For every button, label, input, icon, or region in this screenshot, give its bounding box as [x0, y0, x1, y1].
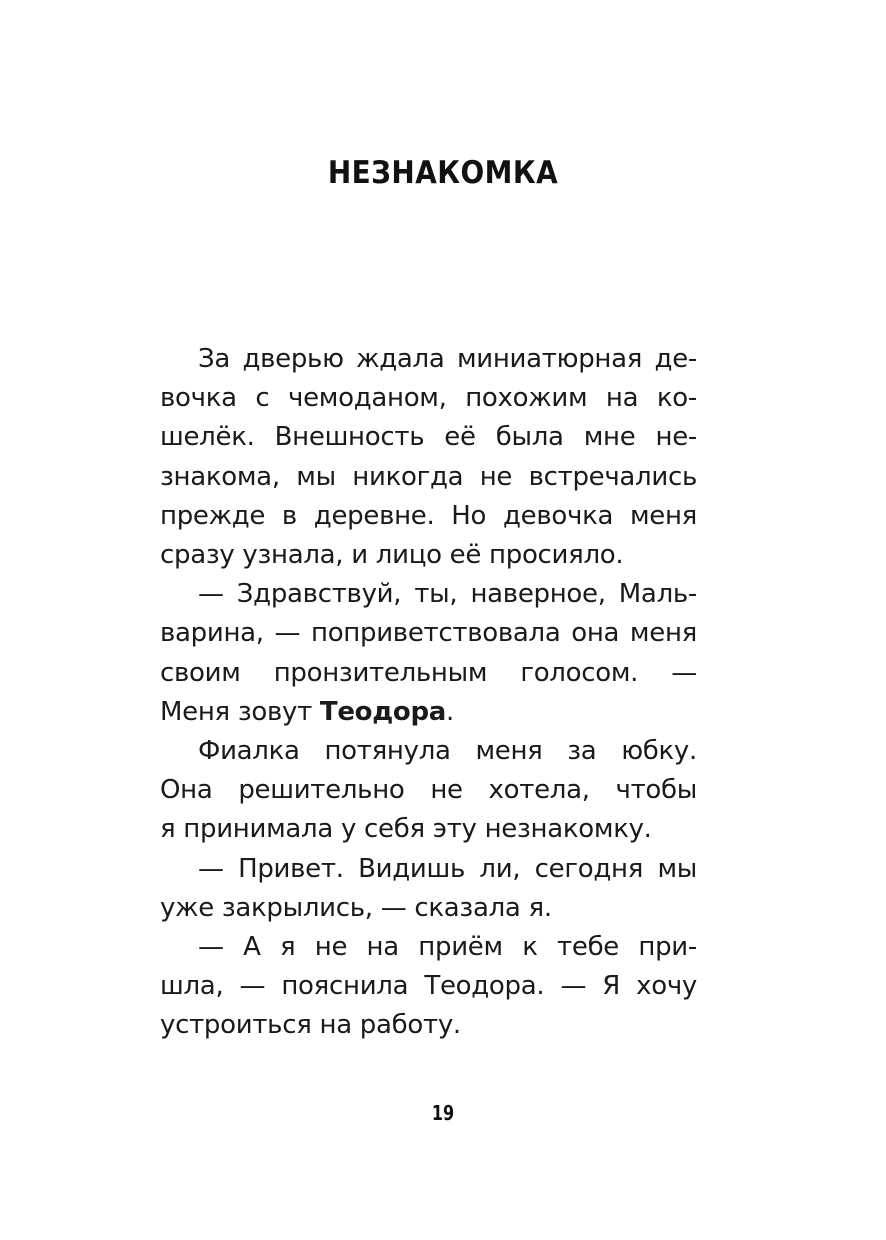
- text-line: шла, — пояснила Теодора. — Я хочу: [160, 971, 697, 1002]
- text-line: — А я не на приём к тебе при-: [198, 932, 697, 963]
- text-fragment: Меня зовут: [160, 696, 320, 727]
- paragraph-4: [160, 850, 697, 928]
- paragraph-3: [160, 732, 697, 850]
- text-line: шелёк. Внешность её была мне не-: [160, 422, 697, 453]
- text-line: устроиться на работу.: [160, 1010, 461, 1041]
- text-line: уже закрылись, — сказала я.: [160, 892, 552, 923]
- text-fragment: .: [446, 696, 455, 727]
- text-line: знакома, мы никогда не встречались: [160, 461, 697, 492]
- text-line: — Привет. Видишь ли, сегодня мы: [198, 853, 697, 884]
- text-line: Фиалка потянула меня за юбку.: [198, 736, 697, 767]
- text-line: Она решительно не хотела, чтобы: [160, 775, 697, 806]
- text-line: сразу узнала, и лицо её просияло.: [160, 540, 624, 571]
- character-name: Теодора: [319, 696, 447, 727]
- text-line: своим пронзительным голосом. —: [160, 657, 697, 688]
- paragraph-5: [160, 928, 697, 1046]
- paragraph-2: [160, 575, 697, 732]
- text-line: — Здравствуй, ты, наверное, Маль-: [198, 579, 697, 610]
- paragraph-1: [160, 340, 697, 575]
- text-line: [160, 693, 697, 732]
- text-line: прежде в деревне. Но девочка меня: [160, 500, 697, 531]
- text-line: варина, — поприветствовала она меня: [160, 618, 697, 649]
- body-text: [160, 340, 697, 1046]
- text-line: я принимала у себя эту незнакомку.: [160, 814, 652, 845]
- text-line: За дверью ждала миниатюрная де-: [198, 344, 697, 374]
- chapter-title: НЕЗНАКОМКА: [327, 155, 559, 191]
- page-number: 19: [431, 1101, 455, 1125]
- text-line: вочка с чемоданом, похожим на ко-: [160, 383, 697, 414]
